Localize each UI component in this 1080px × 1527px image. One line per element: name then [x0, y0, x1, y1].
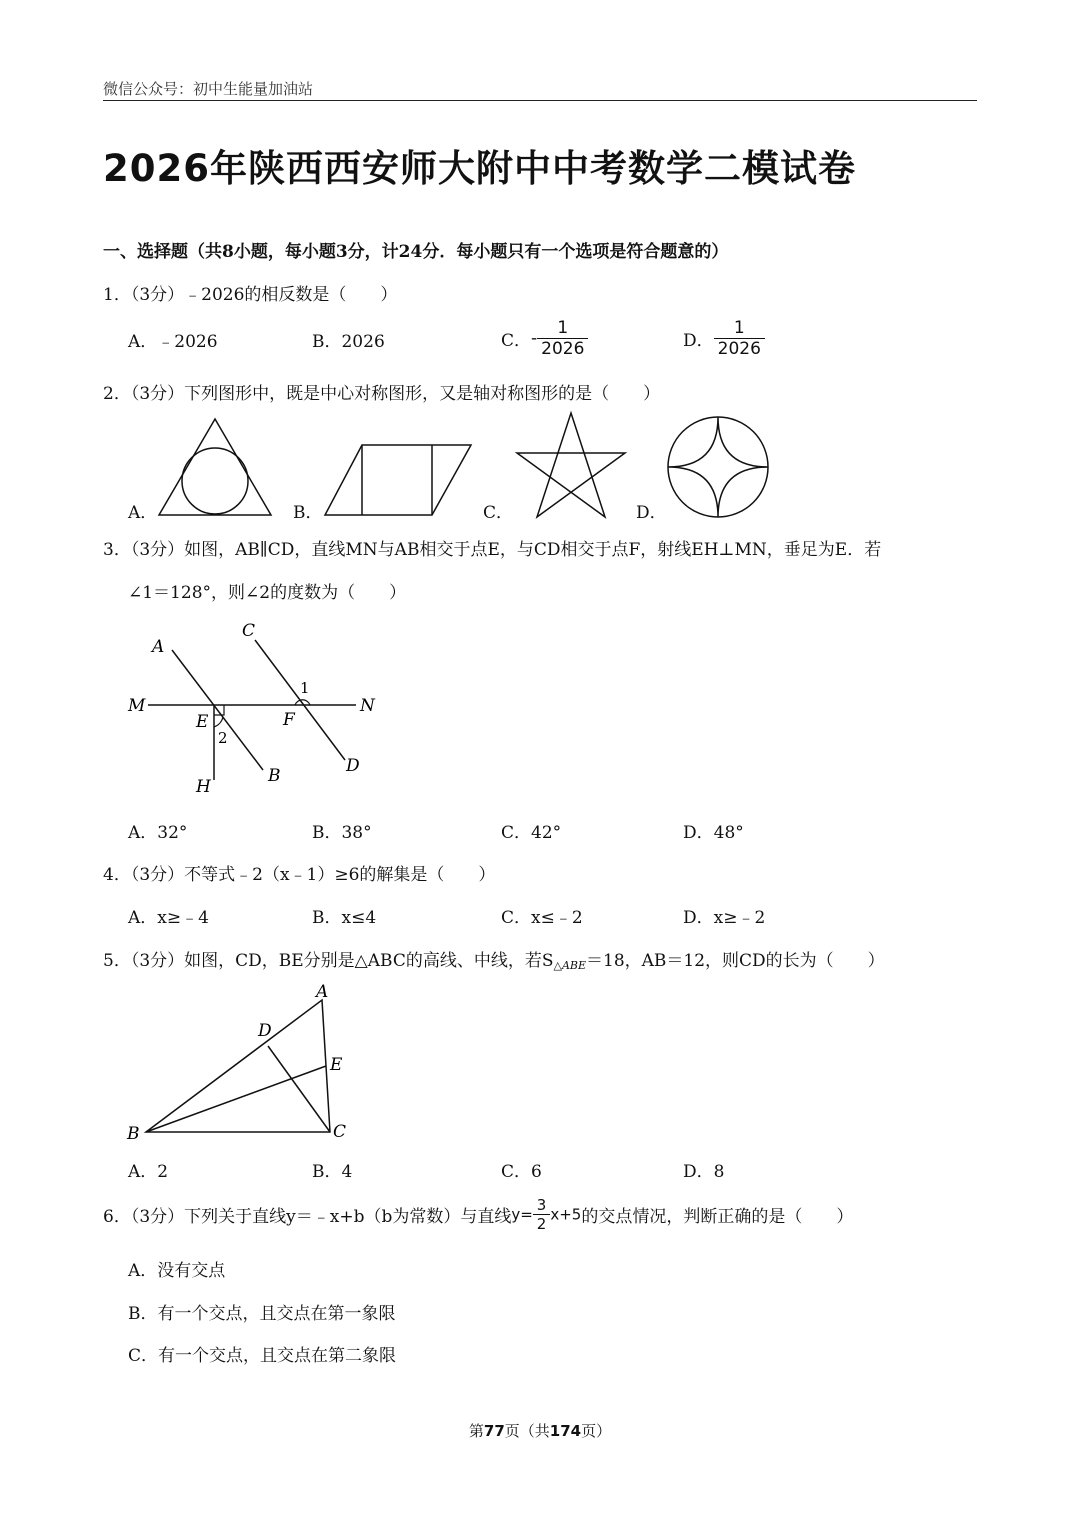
q3-label-angle-1: 1 [300, 679, 310, 697]
page-title: 2026年陕西西安师大附中中考数学二模试卷 [103, 147, 856, 190]
question-2-stem: 2．（3分）下列图形中，既是中心对称图形，又是轴对称图形的是（ ） [103, 384, 661, 404]
question-1-stem: 1．（3分）﹣2026的相反数是（ ） [103, 285, 398, 305]
q4-option-b: B．x≤4 [312, 908, 377, 928]
q6-equation-fraction [533, 1196, 551, 1233]
q6-stem-text-end: 的交点情况，判断正确的是（ ） [581, 1207, 854, 1227]
q1-option-d-label: D． [683, 331, 714, 351]
q2-option-d: D． [636, 503, 667, 523]
q2-star-figure [512, 410, 630, 520]
q1-option-c-label: C． [501, 331, 532, 351]
q6-option-c: C．有一个交点，且交点在第二象限 [128, 1346, 397, 1366]
footer-middle: 页（共 [504, 1422, 550, 1440]
q3-option-a: A．32° [128, 823, 188, 843]
question-5-stem [103, 946, 885, 972]
header-divider [103, 100, 977, 101]
q6-stem-text: 6．（3分）下列关于直线y＝﹣x+b（b为常数）与直线 [103, 1207, 512, 1227]
q2-option-c: C． [483, 503, 514, 523]
q5-stem-subscript: △ABE [553, 959, 587, 972]
q3-label-n: N [360, 696, 375, 716]
q6-option-b: B．有一个交点，且交点在第一象限 [128, 1304, 396, 1324]
q3-option-b: B．38° [312, 823, 372, 843]
q1-option-d-fraction [714, 318, 765, 359]
q3-label-c: C [242, 621, 256, 641]
question-3-stem-line2: ∠1＝128°，则∠2的度数为（ ） [128, 583, 407, 603]
q5-label-b: B [127, 1124, 140, 1144]
q2-parallelogram-figure [322, 442, 474, 518]
q5-option-d: D．8 [683, 1162, 725, 1182]
q4-option-c: C．x≤﹣2 [501, 908, 583, 928]
question-4-stem: 4．（3分）不等式﹣2（x﹣1）≥6的解集是（ ） [103, 865, 496, 885]
q1-option-b: B．2026 [312, 332, 385, 352]
q5-label-a: A [316, 982, 329, 1002]
q5-label-d: D [258, 1021, 272, 1041]
fraction-numerator: 1 [557, 318, 569, 338]
fraction-denominator: 2 [533, 1214, 551, 1233]
section-heading: 一、选择题（共8小题，每小题3分，计24分．每小题只有一个选项是符合题意的） [103, 242, 729, 262]
q3-parallel-lines-figure [120, 615, 390, 800]
q1-option-a: A．﹣2026 [128, 332, 218, 352]
q3-label-f: F [283, 710, 295, 730]
footer-suffix: 页） [581, 1422, 612, 1440]
q6-equation-lhs: y= [511, 1205, 533, 1224]
q6-option-a: A．没有交点 [128, 1261, 226, 1281]
q3-label-m: M [128, 696, 146, 716]
q3-option-c: C．42° [501, 823, 562, 843]
q1-option-d [683, 318, 765, 359]
q5-label-e: E [330, 1055, 343, 1075]
fraction-denominator: 2026 [714, 338, 765, 359]
q6-equation-rhs: x+5 [550, 1205, 582, 1224]
q3-label-d: D [346, 756, 360, 776]
q3-label-angle-2: 2 [218, 729, 228, 747]
q5-option-c: C．6 [501, 1162, 542, 1182]
fraction-denominator: 2026 [537, 338, 588, 359]
footer-total-pages: 174 [549, 1422, 582, 1440]
q1-option-c-sign: - [531, 328, 538, 349]
q5-label-c: C [333, 1122, 347, 1142]
q4-option-d: D．x≥﹣2 [683, 908, 766, 928]
q3-label-b: B [268, 766, 281, 786]
q5-option-b: B．4 [312, 1162, 353, 1182]
header-source: 微信公众号：初中生能量加油站 [103, 80, 314, 98]
q3-label-a: A [152, 637, 165, 657]
q4-option-a: A．x≥﹣4 [128, 908, 209, 928]
q5-stem-text-end: ＝18，AB＝12，则CD的长为（ ） [586, 951, 885, 971]
page-footer [0, 1420, 1080, 1441]
q2-option-b: B． [293, 503, 323, 523]
q1-option-c [501, 318, 588, 359]
q2-option-a: A． [128, 503, 158, 523]
footer-prefix: 第 [468, 1422, 484, 1440]
fraction-numerator: 3 [536, 1196, 547, 1214]
footer-page-number: 77 [483, 1422, 505, 1440]
q3-label-e: E [196, 712, 209, 732]
q3-option-d: D．48° [683, 823, 744, 843]
q1-option-c-fraction [537, 318, 588, 359]
q2-circle-astroid-figure [665, 414, 771, 520]
q3-label-h: H [196, 777, 211, 797]
q5-option-a: A．2 [128, 1162, 169, 1182]
fraction-numerator: 1 [733, 318, 745, 338]
question-3-stem-line1: 3．（3分）如图，AB∥CD，直线MN与AB相交于点E，与CD相交于点F，射线EH⊥MN，垂足为E．若 [103, 540, 882, 560]
q2-triangle-incircle-figure [155, 415, 275, 519]
question-6-stem [103, 1196, 853, 1233]
q5-stem-text: 5．（3分）如图，CD，BE分别是△ABC的高线、中线，若S [103, 951, 554, 971]
q5-triangle-figure [122, 980, 362, 1145]
